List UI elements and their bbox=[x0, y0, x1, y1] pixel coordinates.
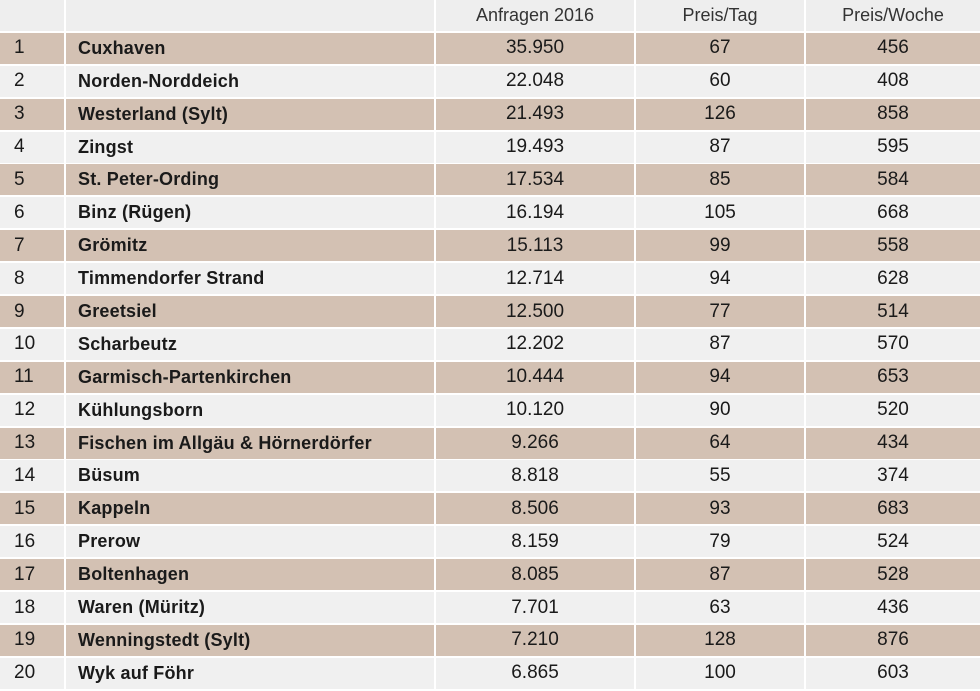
preis-tag-cell: 87 bbox=[636, 559, 806, 590]
preis-tag-cell: 128 bbox=[636, 625, 806, 656]
preis-woche-cell: 595 bbox=[806, 132, 980, 163]
anfragen-cell: 12.202 bbox=[436, 329, 636, 360]
rank-cell: 14 bbox=[0, 460, 66, 491]
preis-tag-cell: 79 bbox=[636, 526, 806, 557]
anfragen-cell: 6.865 bbox=[436, 658, 636, 689]
preis-tag-cell: 93 bbox=[636, 493, 806, 524]
destination-name: Kühlungsborn bbox=[66, 395, 436, 426]
preis-woche-cell: 514 bbox=[806, 296, 980, 327]
destination-name: Wenningstedt (Sylt) bbox=[66, 625, 436, 656]
preis-tag-cell: 55 bbox=[636, 460, 806, 491]
header-preis-tag: Preis/Tag bbox=[636, 0, 806, 31]
preis-woche-cell: 456 bbox=[806, 33, 980, 64]
destination-name: Timmendorfer Strand bbox=[66, 263, 436, 294]
rank-cell: 19 bbox=[0, 625, 66, 656]
anfragen-cell: 21.493 bbox=[436, 99, 636, 130]
preis-woche-cell: 628 bbox=[806, 263, 980, 294]
preis-woche-cell: 653 bbox=[806, 362, 980, 393]
preis-tag-cell: 94 bbox=[636, 263, 806, 294]
rank-cell: 18 bbox=[0, 592, 66, 623]
anfragen-cell: 17.534 bbox=[436, 164, 636, 195]
destination-name: Büsum bbox=[66, 460, 436, 491]
preis-tag-cell: 94 bbox=[636, 362, 806, 393]
destination-name: Waren (Müritz) bbox=[66, 592, 436, 623]
preis-woche-cell: 558 bbox=[806, 230, 980, 261]
anfragen-cell: 35.950 bbox=[436, 33, 636, 64]
destination-name: Wyk auf Föhr bbox=[66, 658, 436, 689]
header-name bbox=[66, 0, 436, 31]
anfragen-cell: 7.701 bbox=[436, 592, 636, 623]
rank-cell: 10 bbox=[0, 329, 66, 360]
destination-name: Scharbeutz bbox=[66, 329, 436, 360]
preis-woche-cell: 524 bbox=[806, 526, 980, 557]
preis-woche-cell: 876 bbox=[806, 625, 980, 656]
preis-woche-cell: 603 bbox=[806, 658, 980, 689]
rank-cell: 9 bbox=[0, 296, 66, 327]
destination-name: Greetsiel bbox=[66, 296, 436, 327]
preis-tag-cell: 105 bbox=[636, 197, 806, 228]
destination-name: Norden-Norddeich bbox=[66, 66, 436, 97]
preis-tag-cell: 85 bbox=[636, 164, 806, 195]
rank-cell: 7 bbox=[0, 230, 66, 261]
preis-woche-cell: 528 bbox=[806, 559, 980, 590]
anfragen-cell: 8.506 bbox=[436, 493, 636, 524]
anfragen-cell: 8.085 bbox=[436, 559, 636, 590]
rank-cell: 4 bbox=[0, 132, 66, 163]
rank-cell: 17 bbox=[0, 559, 66, 590]
rank-cell: 5 bbox=[0, 164, 66, 195]
header-anfragen: Anfragen 2016 bbox=[436, 0, 636, 31]
destination-name: Zingst bbox=[66, 132, 436, 163]
rank-cell: 6 bbox=[0, 197, 66, 228]
preis-woche-cell: 520 bbox=[806, 395, 980, 426]
header-rank bbox=[0, 0, 66, 31]
anfragen-cell: 8.159 bbox=[436, 526, 636, 557]
anfragen-cell: 15.113 bbox=[436, 230, 636, 261]
preis-woche-cell: 584 bbox=[806, 164, 980, 195]
anfragen-cell: 12.500 bbox=[436, 296, 636, 327]
rank-cell: 15 bbox=[0, 493, 66, 524]
rank-cell: 3 bbox=[0, 99, 66, 130]
destination-name: Fischen im Allgäu & Hörnerdörfer bbox=[66, 428, 436, 459]
rank-cell: 20 bbox=[0, 658, 66, 689]
anfragen-cell: 8.818 bbox=[436, 460, 636, 491]
preis-woche-cell: 374 bbox=[806, 460, 980, 491]
preis-tag-cell: 126 bbox=[636, 99, 806, 130]
rank-cell: 12 bbox=[0, 395, 66, 426]
anfragen-cell: 10.444 bbox=[436, 362, 636, 393]
anfragen-cell: 19.493 bbox=[436, 132, 636, 163]
anfragen-cell: 7.210 bbox=[436, 625, 636, 656]
anfragen-cell: 22.048 bbox=[436, 66, 636, 97]
destination-name: Grömitz bbox=[66, 230, 436, 261]
preis-woche-cell: 570 bbox=[806, 329, 980, 360]
preis-woche-cell: 408 bbox=[806, 66, 980, 97]
preis-woche-cell: 436 bbox=[806, 592, 980, 623]
destination-name: Westerland (Sylt) bbox=[66, 99, 436, 130]
preis-tag-cell: 100 bbox=[636, 658, 806, 689]
destination-name: Prerow bbox=[66, 526, 436, 557]
destination-name: Boltenhagen bbox=[66, 559, 436, 590]
destination-name: Binz (Rügen) bbox=[66, 197, 436, 228]
header-preis-woche: Preis/Woche bbox=[806, 0, 980, 31]
preis-tag-cell: 99 bbox=[636, 230, 806, 261]
destination-name: Garmisch-Partenkirchen bbox=[66, 362, 436, 393]
preis-woche-cell: 434 bbox=[806, 428, 980, 459]
destination-name: St. Peter-Ording bbox=[66, 164, 436, 195]
preis-tag-cell: 63 bbox=[636, 592, 806, 623]
preis-tag-cell: 67 bbox=[636, 33, 806, 64]
preis-woche-cell: 858 bbox=[806, 99, 980, 130]
destination-name: Cuxhaven bbox=[66, 33, 436, 64]
preis-tag-cell: 60 bbox=[636, 66, 806, 97]
rank-cell: 13 bbox=[0, 428, 66, 459]
destination-name: Kappeln bbox=[66, 493, 436, 524]
anfragen-cell: 12.714 bbox=[436, 263, 636, 294]
rank-cell: 1 bbox=[0, 33, 66, 64]
preis-tag-cell: 77 bbox=[636, 296, 806, 327]
anfragen-cell: 9.266 bbox=[436, 428, 636, 459]
rank-cell: 8 bbox=[0, 263, 66, 294]
preis-tag-cell: 64 bbox=[636, 428, 806, 459]
anfragen-cell: 10.120 bbox=[436, 395, 636, 426]
rank-cell: 2 bbox=[0, 66, 66, 97]
preis-woche-cell: 668 bbox=[806, 197, 980, 228]
preis-tag-cell: 87 bbox=[636, 329, 806, 360]
preis-tag-cell: 90 bbox=[636, 395, 806, 426]
rank-cell: 16 bbox=[0, 526, 66, 557]
anfragen-cell: 16.194 bbox=[436, 197, 636, 228]
preis-woche-cell: 683 bbox=[806, 493, 980, 524]
preis-tag-cell: 87 bbox=[636, 132, 806, 163]
rank-cell: 11 bbox=[0, 362, 66, 393]
